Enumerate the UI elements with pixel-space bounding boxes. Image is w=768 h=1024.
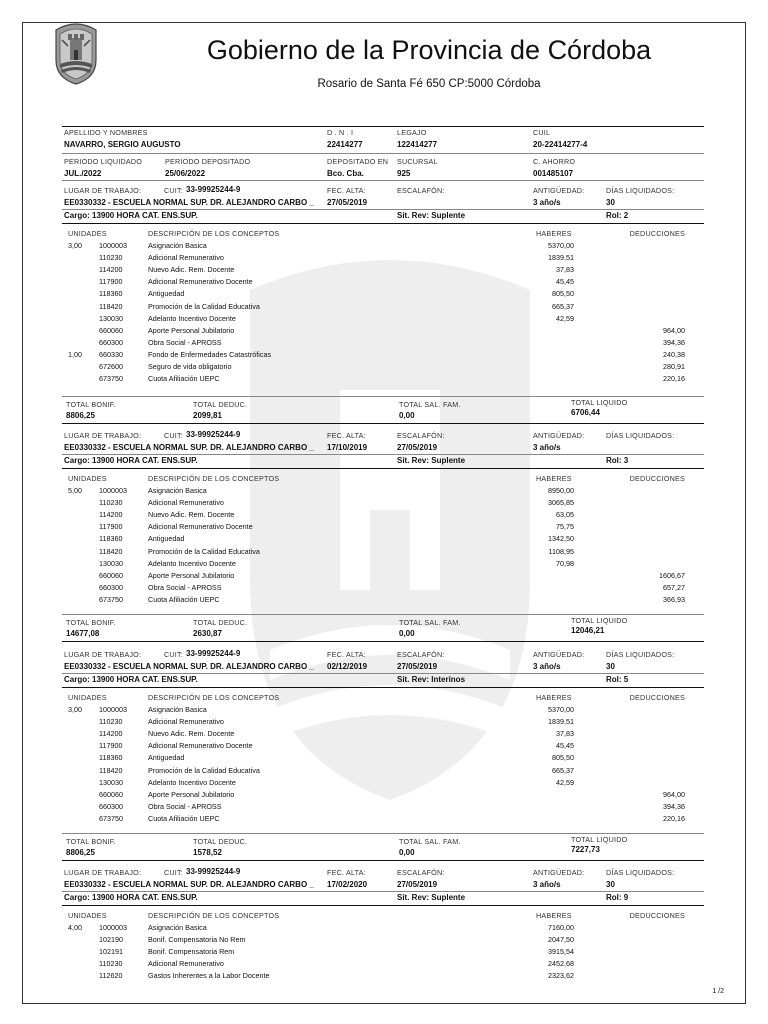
row-descripcion: Adicional Remunerativo Docente — [148, 277, 253, 287]
coat-of-arms-watermark — [230, 250, 550, 810]
row-descripcion: Promoción de la Calidad Educativa — [148, 546, 260, 556]
row-descripcion: Antiguedad — [148, 289, 185, 299]
fec-alta: 17/02/2020 — [327, 880, 368, 889]
divider — [62, 687, 704, 688]
label-apellido: APELLIDO Y NOMBRES — [64, 128, 148, 137]
row-deduccion: 240,38 — [663, 349, 685, 359]
label-antiguedad: ANTIGÜEDAD: — [533, 431, 585, 440]
page-number: 1 /2 — [712, 988, 724, 995]
row-haber: 1839,51 — [548, 253, 574, 263]
divider — [62, 891, 704, 892]
fec-alta: 17/10/2019 — [327, 443, 368, 452]
row-descripcion: Fondo de Enfermedades Catastróficas — [148, 349, 272, 359]
label-cuit: CUIT: — [164, 186, 183, 195]
row-unidades: 3,00 — [68, 705, 82, 714]
label-lugar-trabajo: LUGAR DE TRABAJO: — [64, 868, 142, 877]
row-descripcion: Cuota Afiliación UEPC — [148, 374, 220, 384]
cuit-value: 33-99925244-9 — [186, 185, 241, 194]
row-descripcion: Obra Social - APROSS — [148, 337, 222, 347]
row-codigo: 1000003 — [99, 241, 127, 250]
header-deducciones: DEDUCCIONES — [629, 911, 685, 920]
employee-dni: 22414277 — [327, 140, 363, 149]
row-deduccion: 1606,67 — [659, 570, 685, 580]
label-dni: D . N . I — [327, 128, 354, 137]
row-codigo: 660300 — [99, 337, 123, 347]
row-descripcion: Gastos Inherentes a la Labor Docente — [148, 971, 270, 981]
row-haber: 5370,00 — [548, 705, 574, 714]
header-descripcion: DESCRIPCIÓN DE LOS CONCEPTOS — [148, 229, 280, 238]
total-sal-fam: 0,00 — [399, 629, 415, 638]
row-codigo: 118420 — [99, 301, 123, 311]
row-codigo: 118360 — [99, 753, 123, 763]
row-haber: 2047,50 — [548, 935, 574, 945]
header-deducciones: DEDUCCIONES — [629, 474, 685, 483]
row-descripcion: Adicional Remunerativo Docente — [148, 741, 253, 751]
row-haber: 805,50 — [552, 289, 574, 299]
divider — [62, 396, 704, 397]
row-haber: 2452,68 — [548, 959, 574, 969]
row-descripcion: Antiguedad — [148, 753, 185, 763]
row-codigo: 114200 — [99, 510, 123, 520]
row-haber: 1342,50 — [548, 534, 574, 544]
row-codigo: 118360 — [99, 289, 123, 299]
row-codigo: 117900 — [99, 277, 123, 287]
row-codigo: 117900 — [99, 741, 123, 751]
total-liquido: 6706,44 — [571, 408, 600, 417]
header-divider — [62, 126, 704, 127]
label-lugar-trabajo: LUGAR DE TRABAJO: — [64, 650, 142, 659]
label-escalafon: ESCALAFÓN: — [397, 868, 445, 877]
cargo: Cargo: 13900 HORA CAT. ENS.SUP. — [64, 675, 198, 684]
row-haber: 3915,54 — [548, 947, 574, 957]
row-haber: 8950,00 — [548, 486, 574, 495]
cuit-value: 33-99925244-9 — [186, 430, 241, 439]
label-antiguedad: ANTIGÜEDAD: — [533, 186, 585, 195]
row-descripcion: Asignación Basica — [148, 486, 207, 495]
header-haberes: HABERES — [536, 229, 572, 238]
label-total-deduc: TOTAL DEDUC. — [193, 837, 248, 846]
row-codigo: 130030 — [99, 777, 123, 787]
depositado-en: Bco. Cba. — [327, 169, 364, 178]
lugar-trabajo: EE0330332 - ESCUELA NORMAL SUP. DR. ALEJANDRO CARBO _ — [64, 880, 314, 889]
dias-liquidados: 30 — [606, 662, 615, 671]
antiguedad: 3 año/s — [533, 198, 561, 207]
row-descripcion: Aporte Personal Jubilatorio — [148, 570, 235, 580]
label-fec-alta: FEC. ALTA: — [327, 650, 366, 659]
row-descripcion: Adelanto Incentivo Docente — [148, 313, 236, 323]
header-deducciones: DEDUCCIONES — [629, 693, 685, 702]
label-caja-ahorro: C. AHORRO — [533, 157, 576, 166]
divider — [62, 641, 704, 642]
header-haberes: HABERES — [536, 693, 572, 702]
divider — [62, 153, 704, 154]
situacion-revista: Sit. Rev: Suplente — [397, 893, 466, 902]
row-deduccion: 394,36 — [663, 801, 685, 811]
row-codigo: 660060 — [99, 570, 123, 580]
escalafon: 27/05/2019 — [397, 662, 438, 671]
rol: Rol: 9 — [606, 893, 629, 902]
divider — [62, 454, 704, 455]
row-codigo: 130030 — [99, 558, 123, 568]
row-haber: 805,50 — [552, 753, 574, 763]
row-codigo: 130030 — [99, 313, 123, 323]
row-codigo: 110230 — [99, 717, 123, 727]
fec-alta: 02/12/2019 — [327, 662, 368, 671]
antiguedad: 3 año/s — [533, 443, 561, 452]
label-total-sal-fam: TOTAL SAL. FAM. — [399, 837, 461, 846]
row-haber: 75,75 — [556, 522, 574, 532]
divider — [62, 180, 704, 181]
total-bonif: 8806,25 — [66, 848, 95, 857]
employee-name: NAVARRO, SERGIO AUGUSTO — [64, 140, 181, 149]
escalafon: 27/05/2019 — [397, 443, 438, 452]
row-deduccion: 657,27 — [663, 582, 685, 592]
label-fec-alta: FEC. ALTA: — [327, 186, 366, 195]
divider — [62, 468, 704, 469]
row-codigo: 112620 — [99, 971, 123, 981]
situacion-revista: Sit. Rev: Suplente — [397, 211, 466, 220]
row-descripcion: Aporte Personal Jubilatorio — [148, 789, 235, 799]
row-haber: 665,37 — [552, 765, 574, 775]
antiguedad: 3 año/s — [533, 662, 561, 671]
header-haberes: HABERES — [536, 474, 572, 483]
row-descripcion: Asignación Basica — [148, 705, 207, 714]
label-lugar-trabajo: LUGAR DE TRABAJO: — [64, 186, 142, 195]
cargo: Cargo: 13900 HORA CAT. ENS.SUP. — [64, 211, 198, 220]
cargo: Cargo: 13900 HORA CAT. ENS.SUP. — [64, 893, 198, 902]
row-descripcion: Nuevo Adic. Rem. Docente — [148, 510, 235, 520]
row-descripcion: Adicional Remunerativo Docente — [148, 522, 253, 532]
periodo-depositado: 25/06/2022 — [165, 169, 206, 178]
label-total-deduc: TOTAL DEDUC. — [193, 400, 248, 409]
row-haber: 1108,95 — [548, 546, 574, 556]
cuit-value: 33-99925244-9 — [186, 649, 241, 658]
divider — [62, 614, 704, 615]
label-cuit: CUIT: — [164, 431, 183, 440]
row-haber: 42,59 — [556, 313, 574, 323]
row-deduccion: 220,16 — [663, 813, 685, 823]
row-descripcion: Obra Social - APROSS — [148, 801, 222, 811]
page-title: Gobierno de la Provincia de Córdoba — [206, 35, 652, 65]
row-codigo: 102191 — [99, 947, 123, 957]
row-deduccion: 964,00 — [663, 325, 685, 335]
row-codigo: 660060 — [99, 789, 123, 799]
label-lugar-trabajo: LUGAR DE TRABAJO: — [64, 431, 142, 440]
divider — [62, 833, 704, 834]
row-codigo: 673750 — [99, 813, 123, 823]
row-deduccion: 220,16 — [663, 374, 685, 384]
rol: Rol: 5 — [606, 675, 629, 684]
lugar-trabajo: EE0330332 - ESCUELA NORMAL SUP. DR. ALEJANDRO CARBO _ — [64, 662, 314, 671]
escalafon: 27/05/2019 — [397, 880, 438, 889]
label-total-sal-fam: TOTAL SAL. FAM. — [399, 618, 461, 627]
label-total-liquido: TOTAL LIQUIDO — [571, 616, 628, 625]
label-cuit: CUIT: — [164, 650, 183, 659]
row-haber: 665,37 — [552, 301, 574, 311]
row-descripcion: Adicional Remunerativo — [148, 717, 224, 727]
caja-ahorro: 001485107 — [533, 169, 574, 178]
label-total-sal-fam: TOTAL SAL. FAM. — [399, 400, 461, 409]
employee-legajo: 122414277 — [397, 140, 438, 149]
cargo: Cargo: 13900 HORA CAT. ENS.SUP. — [64, 456, 198, 465]
lugar-trabajo: EE0330332 - ESCUELA NORMAL SUP. DR. ALEJANDRO CARBO _ — [64, 443, 314, 452]
row-codigo: 118360 — [99, 534, 123, 544]
header-descripcion: DESCRIPCIÓN DE LOS CONCEPTOS — [148, 693, 280, 702]
label-fec-alta: FEC. ALTA: — [327, 868, 366, 877]
row-codigo: 673750 — [99, 594, 123, 604]
row-descripcion: Bonif. Compensatoria No Rem — [148, 935, 246, 945]
row-descripcion: Promoción de la Calidad Educativa — [148, 301, 260, 311]
row-descripcion: Adelanto Incentivo Docente — [148, 777, 236, 787]
rol: Rol: 2 — [606, 211, 629, 220]
label-antiguedad: ANTIGÜEDAD: — [533, 650, 585, 659]
row-unidades: 1,00 — [68, 349, 82, 359]
total-deduc: 2630,87 — [193, 629, 222, 638]
label-dias-liquidados: DÍAS LIQUIDADOS: — [606, 186, 675, 195]
row-unidades: 4,00 — [68, 923, 82, 932]
total-deduc: 1578,52 — [193, 848, 222, 857]
row-unidades: 3,00 — [68, 241, 82, 250]
dias-liquidados: 30 — [606, 880, 615, 889]
row-descripcion: Asignación Basica — [148, 241, 207, 250]
row-descripcion: Cuota Afiliación UEPC — [148, 594, 220, 604]
row-codigo: 118420 — [99, 546, 123, 556]
label-total-liquido: TOTAL LIQUIDO — [571, 835, 628, 844]
row-descripcion: Cuota Afiliación UEPC — [148, 813, 220, 823]
header-unidades: UNIDADES — [68, 229, 107, 238]
lugar-trabajo: EE0330332 - ESCUELA NORMAL SUP. DR. ALEJANDRO CARBO _ — [64, 198, 314, 207]
row-codigo: 660060 — [99, 325, 123, 335]
total-sal-fam: 0,00 — [399, 411, 415, 420]
sucursal: 925 — [397, 169, 411, 178]
row-deduccion: 366,93 — [663, 594, 685, 604]
row-codigo: 102190 — [99, 935, 123, 945]
row-descripcion: Antiguedad — [148, 534, 185, 544]
row-haber: 45,45 — [556, 277, 574, 287]
row-descripcion: Obra Social - APROSS — [148, 582, 222, 592]
row-codigo: 114200 — [99, 265, 123, 275]
label-legajo: LEGAJO — [397, 128, 427, 137]
total-bonif: 14677,08 — [66, 629, 100, 638]
row-descripcion: Nuevo Adic. Rem. Docente — [148, 265, 235, 275]
total-bonif: 8806,25 — [66, 411, 95, 420]
label-dias-liquidados: DÍAS LIQUIDADOS: — [606, 431, 675, 440]
row-haber: 3065,85 — [548, 498, 574, 508]
header-unidades: UNIDADES — [68, 474, 107, 483]
row-codigo: 660330 — [99, 349, 123, 359]
row-descripcion: Seguro de vida obligatorio — [148, 362, 232, 371]
row-descripcion: Promoción de la Calidad Educativa — [148, 765, 260, 775]
row-haber: 1839,51 — [548, 717, 574, 727]
cuit-value: 33-99925244-9 — [186, 867, 241, 876]
row-codigo: 114200 — [99, 729, 123, 739]
row-codigo: 110230 — [99, 959, 123, 969]
row-descripcion: Adicional Remunerativo — [148, 253, 224, 263]
divider — [62, 905, 704, 906]
label-escalafon: ESCALAFÓN: — [397, 186, 445, 195]
row-descripcion: Adelanto Incentivo Docente — [148, 558, 236, 568]
label-total-deduc: TOTAL DEDUC. — [193, 618, 248, 627]
row-haber: 7160,00 — [548, 923, 574, 932]
label-periodo-depositado: PERIODO DEPOSITADO — [165, 157, 251, 166]
total-deduc: 2099,81 — [193, 411, 222, 420]
row-codigo: 1000003 — [99, 923, 127, 932]
total-sal-fam: 0,00 — [399, 848, 415, 857]
row-haber: 5370,00 — [548, 241, 574, 250]
label-escalafon: ESCALAFÓN: — [397, 650, 445, 659]
row-codigo: 660300 — [99, 801, 123, 811]
label-escalafon: ESCALAFÓN: — [397, 431, 445, 440]
row-codigo: 1000003 — [99, 486, 127, 495]
row-codigo: 118420 — [99, 765, 123, 775]
situacion-revista: Sit. Rev: Suplente — [397, 456, 466, 465]
fec-alta: 27/05/2019 — [327, 198, 368, 207]
row-deduccion: 964,00 — [663, 789, 685, 799]
row-descripcion: Aporte Personal Jubilatorio — [148, 325, 235, 335]
situacion-revista: Sit. Rev: Interinos — [397, 675, 466, 684]
row-codigo: 110230 — [99, 498, 123, 508]
label-cuit: CUIT: — [164, 868, 183, 877]
header-unidades: UNIDADES — [68, 911, 107, 920]
row-haber: 42,59 — [556, 777, 574, 787]
label-total-bonif: TOTAL BONIF. — [66, 618, 116, 627]
row-haber: 70,98 — [556, 558, 574, 568]
row-haber: 2323,62 — [548, 971, 574, 981]
label-sucursal: SUCURSAL — [397, 157, 438, 166]
label-depositado-en: DEPOSITADO EN — [327, 157, 389, 166]
divider — [62, 423, 704, 424]
rol: Rol: 3 — [606, 456, 629, 465]
header-descripcion: DESCRIPCIÓN DE LOS CONCEPTOS — [148, 474, 280, 483]
row-descripcion: Bonif. Compensatoria Rem — [148, 947, 235, 957]
label-total-liquido: TOTAL LIQUIDO — [571, 398, 628, 407]
dias-liquidados: 30 — [606, 198, 615, 207]
header-descripcion: DESCRIPCIÓN DE LOS CONCEPTOS — [148, 911, 280, 920]
label-fec-alta: FEC. ALTA: — [327, 431, 366, 440]
row-descripcion: Nuevo Adic. Rem. Docente — [148, 729, 235, 739]
row-unidades: 5,00 — [68, 486, 82, 495]
label-antiguedad: ANTIGÜEDAD: — [533, 868, 585, 877]
row-haber: 63,05 — [556, 510, 574, 520]
employee-cuil: 20-22414277-4 — [533, 140, 588, 149]
row-descripcion: Adicional Remunerativo — [148, 959, 224, 969]
periodo-liquidado: JUL./2022 — [64, 169, 102, 178]
header-unidades: UNIDADES — [68, 693, 107, 702]
antiguedad: 3 año/s — [533, 880, 561, 889]
total-liquido: 12046,21 — [571, 626, 605, 635]
row-deduccion: 280,91 — [663, 362, 685, 371]
row-codigo: 117900 — [99, 522, 123, 532]
label-cuil: CUIL — [533, 128, 551, 137]
row-descripcion: Adicional Remunerativo — [148, 498, 224, 508]
label-dias-liquidados: DÍAS LIQUIDADOS: — [606, 650, 675, 659]
label-dias-liquidados: DÍAS LIQUIDADOS: — [606, 868, 675, 877]
row-haber: 37,83 — [556, 265, 574, 275]
row-codigo: 672600 — [99, 362, 123, 371]
divider — [62, 209, 704, 210]
label-periodo-liquidado: PERIODO LIQUIDADO — [64, 157, 143, 166]
divider — [62, 673, 704, 674]
row-codigo: 110230 — [99, 253, 123, 263]
header-deducciones: DEDUCCIONES — [629, 229, 685, 238]
header-haberes: HABERES — [536, 911, 572, 920]
row-codigo: 660300 — [99, 582, 123, 592]
total-liquido: 7227,73 — [571, 845, 600, 854]
label-total-bonif: TOTAL BONIF. — [66, 400, 116, 409]
row-deduccion: 394,36 — [663, 337, 685, 347]
row-codigo: 1000003 — [99, 705, 127, 714]
divider — [62, 860, 704, 861]
row-haber: 37,83 — [556, 729, 574, 739]
row-haber: 45,45 — [556, 741, 574, 751]
row-descripcion: Asignación Basica — [148, 923, 207, 932]
label-total-bonif: TOTAL BONIF. — [66, 837, 116, 846]
row-codigo: 673750 — [99, 374, 123, 384]
divider — [62, 223, 704, 224]
organization-address: Rosario de Santa Fé 650 CP:5000 Córdoba — [317, 78, 541, 90]
